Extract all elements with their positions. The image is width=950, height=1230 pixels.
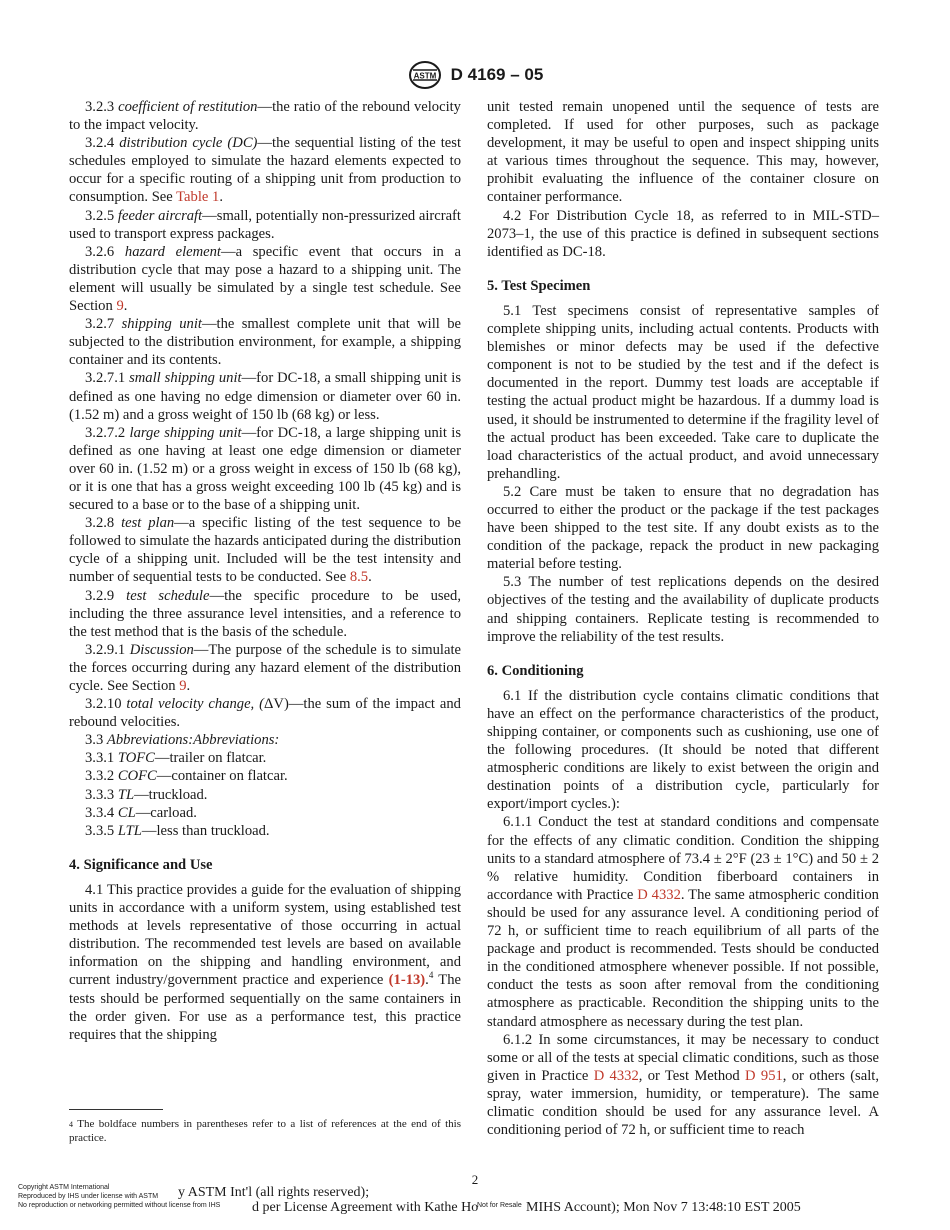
d4332-link[interactable]: D 4332 xyxy=(637,886,681,903)
abbreviation-ltl: 3.3.5 LTL—less than truckload. xyxy=(85,822,270,839)
definition-3-2-7: 3.2.7 shipping unit—the smallest complete unit that will be subjected to the distribution environment, for example, a shipping container and its contents. xyxy=(69,316,462,369)
paragraph-6-1-1: 6.1.1 Conduct the test at standard conditions and compensate for the effects of any climatic condition. Condition the shipping units to a standard atmosphere of 73.4 ± 2°F (23 ± 1°C) and 50 ± 2 % relative humidity. Condition fiberboard containers in accordance with Practice D 4332. The same atmospheric condition should be used for any assurance level. A conditioning period of 72 h, or sufficient time to reach equilibrium of all parts of the package and product is recommended. Tests should be conducted in the conditioned atmosphere whenever possible. If not possible, conduct the tests as soon after removal from the conditioning atmosphere as practicable. Recondition the shipping units to the standard atmosphere as necessary during the test plan. xyxy=(487,814,879,1030)
license-line-2: d per License Agreement with Kathe Ho xyxy=(252,1200,479,1215)
astm-logo-icon xyxy=(407,60,443,90)
document-designation: D 4169 – 05 xyxy=(450,65,544,84)
paragraph-5-3: 5.3 The number of test replications depends on the desired objectives of the testing and the availability of duplicate products and shipping containers. Replicate testing is recommended to improve the reliability of the test results. xyxy=(487,574,879,645)
section-9-link-2[interactable]: 9 xyxy=(179,678,187,694)
definition-3-2-4: 3.2.4 distribution cycle (DC)—the sequential listing of the test schedules employed to simulate the hazard elements expected to occur for a specific routing of a shipping unit from production to consumption. See Table 1. xyxy=(69,135,461,206)
abbreviation-cofc: 3.3.2 COFC—container on flatcar. xyxy=(85,768,288,785)
paragraph-4-1-continued: unit tested remain unopened until the sequence of tests are completed. If used for other purposes, such as package development, it may be useful to open and inspect shipping units at various times throughout the sequence. This may, however, prohibit evaluating the influence of the container closure on container performance. xyxy=(487,99,879,206)
left-column xyxy=(69,98,461,1044)
paragraph-5-2: 5.2 Care must be taken to ensure that no degradation has occurred to either the product or the package if the test packages have been shipped to the test site. If any doubt exists as to the condition of the package, repack the product in new packaging material before testing. xyxy=(487,483,879,573)
definition-3-2-10: 3.2.10 total velocity change, (ΔV)—the sum of the impact and rebound velocities. xyxy=(69,696,461,731)
page-number: 2 xyxy=(471,1172,479,1187)
abbreviations-heading: 3.3 Abbreviations:Abbreviations: xyxy=(85,732,280,749)
paragraph-4-2: 4.2 For Distribution Cycle 18, as referred to in MIL-STD–2073–1, the use of this practice is defined in subsequent sections identified as DC-18. xyxy=(487,207,879,260)
definition-3-2-7-2: 3.2.7.2 large shipping unit—for DC-18, a large shipping unit is defined as one having at least one edge dimension or diameter over 60 in. (1.52 m) or a gross weight in excess of 150 lb (68 kg), or it is one that has a gross weight exceeding 100 lb (45 kg) and is secured to a base or to the base of a shipping unit. xyxy=(69,424,462,514)
footnote-4: $^4$ The boldface numbers in parentheses refer to a list of references at the end of this practice. xyxy=(69,1118,461,1144)
abbreviation-tl: 3.3.3 TL—truckload. xyxy=(85,786,208,803)
copyright-line: Copyright ASTM International xyxy=(18,1184,110,1191)
definition-3-2-3: 3.2.3 coefficient of restitution—the ratio of the rebound velocity to the impact velocity. xyxy=(69,99,461,134)
definition-3-2-9: 3.2.9 test schedule—the specific procedure to be used, including the three assurance level intensities, and a reference to the test method that is the basis of the schedule. xyxy=(69,587,461,640)
section-8-5-link[interactable]: 8.5 xyxy=(349,569,369,586)
d4332-link-2[interactable]: D 4332 xyxy=(593,1067,639,1084)
abbreviation-cl: 3.3.4 CL—carload. xyxy=(85,804,197,821)
footnote-marker: 4 xyxy=(428,970,434,981)
section-5-heading: 5. Test Specimen xyxy=(487,277,591,294)
definition-3-2-5: 3.2.5 feeder aircraft—small, potentially non-pressurized aircraft used to transport express packages. xyxy=(69,207,461,242)
footnote-rule xyxy=(69,1109,163,1110)
table-1-link[interactable]: Table 1 xyxy=(176,189,220,206)
paragraph-5-1: 5.1 Test specimens consist of representative samples of complete shipping units, including actual contents. Products with blemishes or minor defects may be used if the defective component is not to be studied by the test and if the defect is documented in the report. Dummy test loads are acceptable if testing the actual product might be hazardous. If a dummy load is used, it should be instrumented to determine if the fragility level of the actual product has been exceeded. Take care to duplicate the load characteristics of the actual product, and avoid unnecessary prehandling. xyxy=(487,302,879,482)
no-reproduction-line: No reproduction or networking permitted without license from IHS xyxy=(18,1202,221,1209)
page-header xyxy=(0,60,950,90)
definition-3-2-8: 3.2.8 test plan—a specific listing of the test sequence to be followed to simulate the hazards anticipated during the distribution cycle of a shipping unit. Included will be the test intensity and number of sequential tests to be conducted. See 8.5. xyxy=(69,515,461,586)
reproduced-line: Reproduced by IHS under license with ASTM xyxy=(18,1193,159,1200)
section-4-heading: 4. Significance and Use xyxy=(69,856,213,873)
section-9-link[interactable]: 9 xyxy=(116,298,124,315)
license-line-1: y ASTM Int'l (all rights reserved); xyxy=(178,1185,370,1200)
definition-3-2-9-1: 3.2.9.1 Discussion—The purpose of the schedule is to simulate the forces occurring during any hazard element of the distribution cycle. See Section 9. xyxy=(69,641,461,694)
definition-3-2-7-1: 3.2.7.1 small shipping unit—for DC-18, a small shipping unit is defined as one having no edge dimension or diameter over 60 in. (1.52 m) and a gross weight of 150 lb (68 kg) or less. xyxy=(69,370,461,423)
paragraph-4-1: 4.1 This practice provides a guide for the evaluation of shipping units in accordance with a uniform system, using established test methods at levels representative of those occurring in actual distribution. The recommended test levels are based on available information on the shipping and handling environment, and current industry/government practice and experience (1-13).$^4$ The tests should be performed sequentially on the same containers in the order given. For use as a performance test, this practice requires that the shipping xyxy=(69,881,461,1043)
paragraph-6-1: 6.1 If the distribution cycle contains climatic conditions that have an effect on the performance characteristics of the product, shipping container, or components such as cushioning, use one of the following procedures. (It should be noted that different atmospheric conditions are likely to exist between the origin and destination points of a distribution cycle, particularly for export/import cycles.): xyxy=(487,687,879,813)
paragraph-6-1-2: 6.1.2 In some circumstances, it may be necessary to conduct some or all of the tests at special climatic conditions, such as those given in Practice D 4332, or Test Method D 951, or others (salt, spray, water immersion, humidity, or temperature). The same climatic condition should be used for any assurance level. A conditioning period of 72 h, or sufficient time to reach xyxy=(487,1031,879,1139)
section-6-heading: 6. Conditioning xyxy=(487,662,584,679)
not-for-resale: Not for Resale xyxy=(477,1202,522,1209)
right-column xyxy=(487,98,879,1139)
references-link[interactable]: (1-13) xyxy=(388,972,426,989)
license-line-3: MIHS Account); Mon Nov 7 13:48:10 EST 2005 xyxy=(526,1200,801,1215)
abbreviation-tofc: 3.3.1 TOFC—trailer on flatcar. xyxy=(85,750,267,767)
d951-link[interactable]: D 951 xyxy=(745,1067,783,1084)
astm-logo-text: ASTM xyxy=(413,71,437,81)
definition-3-2-6: 3.2.6 hazard element—a specific event that occurs in a distribution cycle that may pose a hazard to a shipping unit. The element will usually be simulated by a single test schedule. See Section 9. xyxy=(69,243,461,315)
